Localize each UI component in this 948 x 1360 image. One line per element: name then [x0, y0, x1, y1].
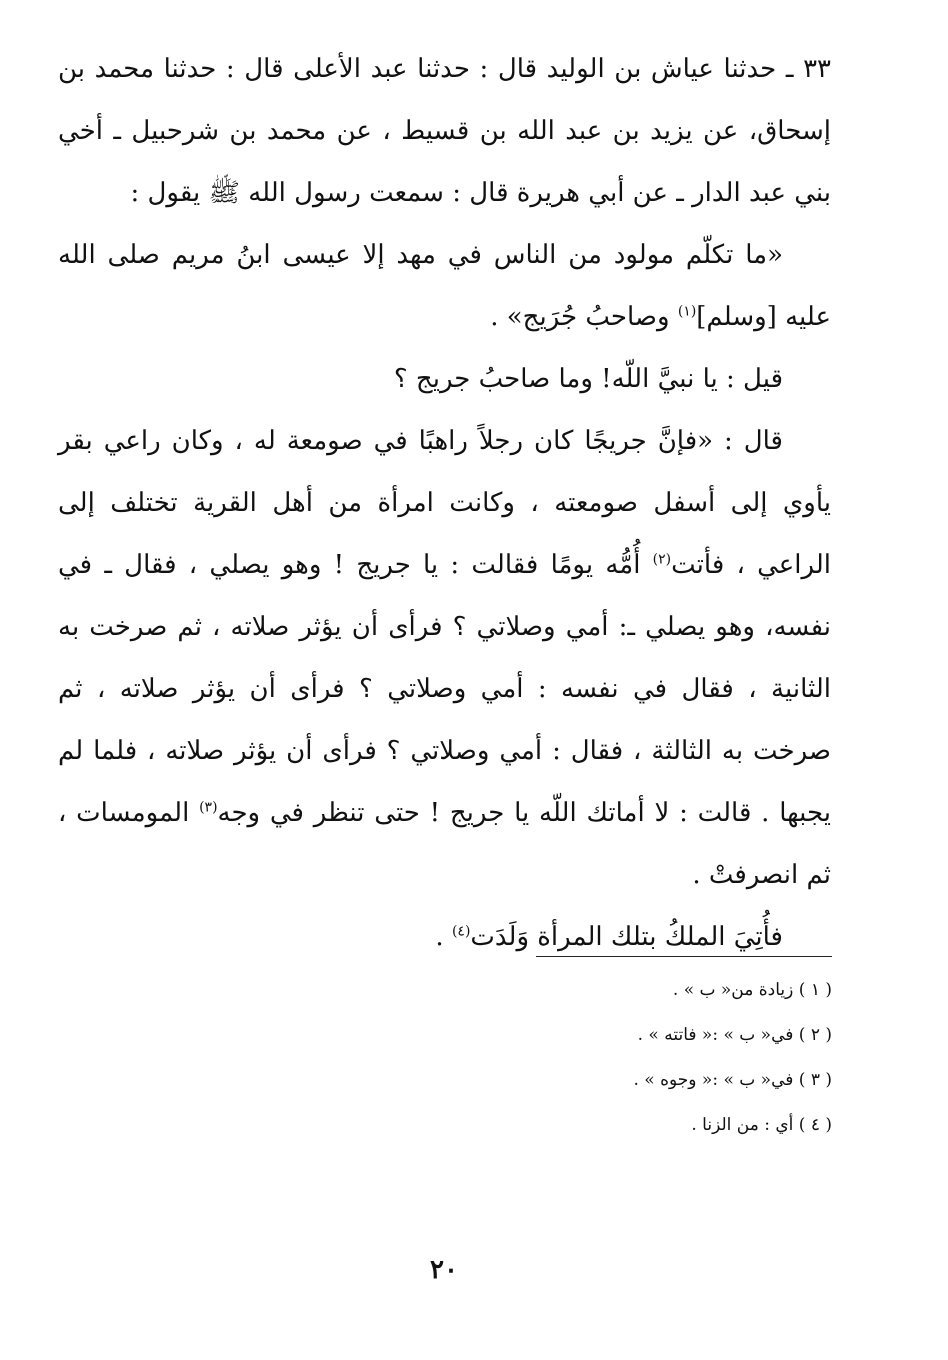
paragraph-text: فأُتِيَ الملكُ بتلك المرأة وَلَدَت — [470, 922, 783, 952]
footnote-divider — [536, 956, 832, 957]
paragraph-text: المومسات ، ثم انصرفتْ . — [58, 798, 831, 890]
paragraph-text: ٣٣ ـ حدثنا عياش بن الوليد قال : حدثنا عبد الأعلى قال : حدثنا محمد بن إسحاق، عن يزيد بن عبد الله بن قسيط ، عن محمد بن شرحبيل ـ أخي بني عبد الدار ـ عن أبي هريرة قال : سمعت رسول الله ﷺ يقول : — [58, 54, 831, 208]
paragraph-conclusion — [58, 906, 831, 968]
page-number: ٢٠ — [430, 1255, 458, 1285]
paragraph-hadith-chain — [58, 38, 831, 224]
paragraph-question — [58, 348, 831, 410]
footnote-2: ( ٢ ) في« ب » :« فاتته » . — [637, 1025, 832, 1045]
paragraph-text: قال : «فإنَّ جريجًا كان رجلاً راهبًا في صومعة له ، وكان راعي بقر يأوي إلى أسفل صومعته ، وكانت امرأة من أهل القرية تختلف إلى الراعي ، فأتت — [58, 426, 831, 580]
paragraph-text: أُمُّه يومًا فقالت : يا جريج ! وهو يصلي ، فقال ـ في نفسه، وهو يصلي ـ: أمي وصلاتي ؟ فرأى أن يؤثر صلاته ، ثم صرخت به الثانية ، فقال في نفسه : أمي وصلاتي ؟ فرأى أن يؤثر صلاته ، ثم صرخت به الثالثة ، فقال : أمي وصلاتي ؟ فرأى أن يؤثر صلاته ، فلما لم يجبها . قالت : لا أماتك اللّه يا جريج ! حتى تنظر في وجه — [58, 550, 831, 828]
footnotes — [300, 968, 832, 1148]
footnote-ref-3: (٣) — [199, 799, 218, 816]
footnote-1: ( ١ ) زيادة من« ب » . — [672, 980, 832, 1000]
paragraph-text: قيل : يا نبيَّ اللّه! وما صاحبُ جريج ؟ — [393, 364, 783, 394]
footnote-ref-2: (٢) — [652, 551, 672, 568]
paragraph-text: «ما تكلّم مولود من الناس في مهد إلا عيسى ابنُ مريم صلى الله عليه [وسلم] — [58, 240, 831, 332]
paragraph-text: . — [435, 922, 452, 952]
footnote-3: ( ٣ ) في« ب » :« وجوه » . — [633, 1070, 832, 1090]
footnote-ref-1: (١) — [677, 303, 697, 320]
footnote-4: ( ٤ ) أي : من الزنا . — [691, 1115, 832, 1135]
paragraph-text: وصاحبُ جُرَيج» . — [490, 302, 678, 332]
paragraph-prophet-saying — [58, 224, 831, 348]
main-text — [58, 38, 831, 968]
paragraph-story — [58, 410, 831, 906]
footnote-ref-4: (٤) — [451, 923, 471, 940]
